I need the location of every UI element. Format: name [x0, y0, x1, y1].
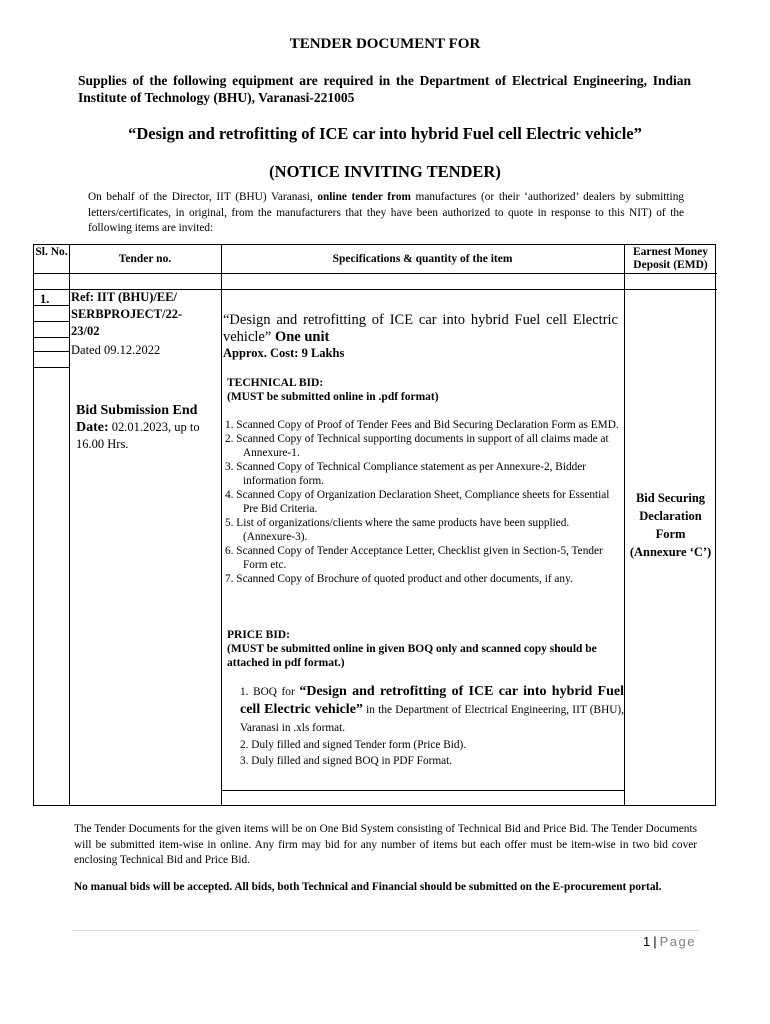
- bid-system-paragraph: The Tender Documents for the given items will be on One Bid System consisting of Technical Bid and Price Bid. The Tender Documents will be submitted item-wise in online. Any firm may bid for any number of items but each offer must be item-wise in two bid cover enclosing Technical Bid and Price Bid.: [74, 823, 697, 866]
- document-title: TENDER DOCUMENT FOR: [289, 36, 481, 52]
- spec-cost: Approx. Cost: 9 Lakhs: [223, 346, 345, 360]
- col-divider: [624, 245, 625, 805]
- behalf-paragraph: [88, 190, 684, 237]
- price-item-boq: 1. BOQ for “Design and retrofitting of ICE car into hybrid Fuel cell Electric vehicle” in the Department of Electrical Engineering, IIT (BHU), Varanasi in .xls format.: [240, 684, 624, 734]
- behalf-pre: On behalf of the Director, IIT (BHU) Varanasi,: [88, 191, 318, 203]
- list-item: 2. Scanned Copy of Technical supporting documents in support of all claims made at Annexure-1.: [225, 433, 609, 459]
- bid-end-value: 02.01.2023, up to 16.00 Hrs.: [76, 420, 200, 451]
- price-bid-note: (MUST be submitted online in given BOQ only and scanned copy should be attached in pdf format.): [227, 643, 597, 669]
- list-item: 1. Scanned Copy of Proof of Tender Fees and Bid Securing Declaration Form as EMD.: [225, 419, 619, 431]
- tender-table: [33, 244, 716, 806]
- technical-bid-title: TECHNICAL BID:: [227, 377, 324, 389]
- behalf-post: manufactures (or their ‘authorized’ dealers by submitting letters/certificates, in original, from the manufacturers that they have been authorized to quote in response to this NIT) of the following items are invited:: [88, 191, 684, 234]
- list-item: 5. List of organizations/clients where the same products have been supplied. (Annexure-3).: [225, 517, 570, 543]
- no-manual-bids-paragraph: No manual bids will be accepted. All bids, both Technical and Financial should be submitted on the E-procurement portal.: [74, 881, 662, 893]
- list-item: 6. Scanned Copy of Tender Acceptance Letter, Checklist given in Section-5, Tender Form etc.: [225, 545, 603, 571]
- col-divider: [221, 245, 222, 805]
- notice-heading: (NOTICE INVITING TENDER): [269, 162, 501, 181]
- price-item-tender-form: 2. Duly filled and signed Tender form (Price Bid).: [240, 739, 467, 751]
- tender-date: Dated 09.12.2022: [71, 343, 161, 357]
- spec-unit: One unit: [271, 329, 330, 345]
- header-emd: Earnest Money Deposit (EMD): [632, 246, 709, 271]
- sl-rule: [34, 367, 69, 368]
- technical-bid-note: (MUST be submitted online in .pdf format): [227, 391, 439, 403]
- bid-submission-end: [76, 402, 222, 452]
- price-bid-heading: [227, 628, 607, 670]
- header-sl-no: Sl. No.: [35, 246, 68, 258]
- list-item: 7. Scanned Copy of Brochure of quoted product and other documents, if any.: [225, 573, 573, 585]
- col-divider: [69, 245, 70, 805]
- sl-rule: [34, 321, 69, 322]
- project-title: “Design and retrofitting of ICE car into hybrid Fuel cell Electric vehicle”: [128, 124, 642, 143]
- sl-rule: [34, 351, 69, 352]
- row-sl-no: 1.: [40, 292, 50, 306]
- spec-item: [223, 312, 618, 346]
- sl-rule: [34, 337, 69, 338]
- emd-value: Bid Securing Declaration Form (Annexure ‘C’): [629, 491, 712, 559]
- technical-bid-list: [225, 418, 621, 586]
- header-specs: Specifications & quantity of the item: [332, 253, 513, 265]
- header-tender-no: Tender no.: [118, 253, 172, 265]
- list-item: 4. Scanned Copy of Organization Declaration Sheet, Compliance sheets for Essential Pre Bid Criteria.: [225, 489, 610, 515]
- intro-paragraph: Supplies of the following equipment are required in the Department of Electrical Engineering, Indian Institute of Technology (BHU), Varanasi-221005: [78, 73, 691, 105]
- bid-end-label: Bid Submission End Date:: [76, 403, 198, 435]
- header-rule: [34, 273, 717, 274]
- spec-rule: [221, 790, 624, 791]
- spec-main-text: “Design and retrofitting of ICE car into hybrid Fuel cell Electric vehicle”: [223, 312, 618, 345]
- price-item-boq-pdf: 3. Duly filled and signed BOQ in PDF Format.: [240, 755, 453, 767]
- price-bid-title: PRICE BID:: [227, 629, 290, 641]
- technical-bid-heading: [227, 376, 617, 404]
- behalf-bold: online tender from: [317, 191, 411, 203]
- tender-ref: Ref: IIT (BHU)/EE/ SERBPROJECT/22-23/02: [71, 290, 183, 338]
- footer-divider: [72, 930, 699, 931]
- page-number: 1 | Page: [643, 934, 696, 949]
- list-item: 3. Scanned Copy of Technical Compliance statement as per Annexure-2, Bidder information form.: [225, 461, 587, 487]
